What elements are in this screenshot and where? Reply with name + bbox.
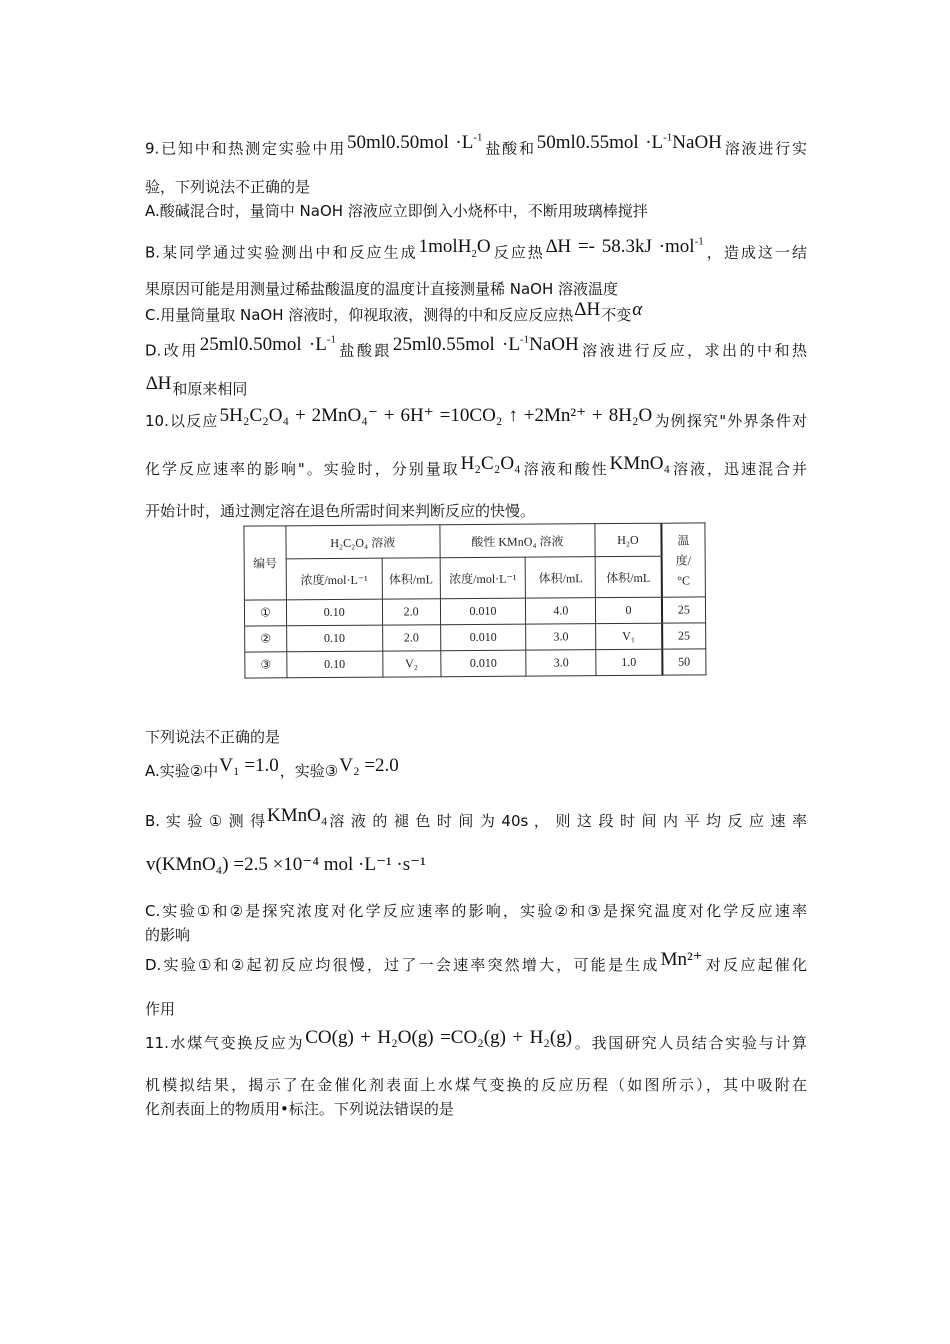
q10-line2-kmno4: KMnO₄ (609, 453, 671, 474)
q9-option-c-text: C.用量筒量取 NaOH 溶液时，仰视取液，测得的中和反应反应热 (145, 306, 574, 324)
cell-water: 1.0 (596, 649, 662, 675)
q9-option-d-math1-text: 25ml0.50mol ·L (199, 334, 327, 356)
cell-water: 0 (596, 597, 662, 623)
q10-text: 为例探究"外界条件对 (653, 412, 808, 430)
q9-math-hcl-sup: -1 (473, 132, 483, 144)
q10-text: 10.以反应 (145, 412, 219, 430)
q9-option-d-math1 (199, 334, 337, 355)
q9-text: 盐酸和 (483, 139, 536, 158)
cell-v1: V₂ (382, 651, 440, 677)
q10-option-b-kmno4: KMnO₄ (267, 805, 328, 826)
q10-option-a-v2: V₂ =2.0 (339, 755, 399, 776)
q9-option-d (145, 334, 807, 361)
cell-c2: 0.010 (440, 650, 526, 677)
q9-line1 (145, 132, 807, 159)
cell-c2: 0.010 (440, 598, 526, 625)
q10-option-a (145, 755, 807, 782)
table-header-row (244, 523, 705, 559)
q10-option-d (145, 949, 807, 976)
q10-option-b (145, 805, 807, 832)
cell-water: V₁ (596, 623, 662, 649)
cell-c1: 0.10 (287, 651, 383, 678)
q9-math-naoh-text: 50ml0.55mol ·L (536, 132, 664, 154)
q11-line2: 机模拟结果，揭示了在金催化剂表面上水煤气变换的反应历程（如图所示），其中吸附在 (145, 1076, 807, 1094)
header-temp-text: 温度/°C (675, 533, 692, 588)
header-water: H₂O (595, 523, 661, 556)
q11-line1 (145, 1027, 807, 1054)
q10-option-d-mn: Mn²⁺ (660, 949, 703, 970)
q9-math-hcl (346, 132, 484, 153)
cell-v1: 2.0 (382, 625, 440, 651)
cell-temp: 25 (662, 597, 706, 623)
q10-option-c-line2: 的影响 (145, 926, 191, 944)
cell-v2: 4.0 (526, 598, 596, 624)
subheader-vol2: 体积/mL (526, 557, 596, 598)
q9-math-naoh (536, 132, 723, 153)
q9-option-d-text: 溶液进行反应，求出的中和热 (579, 341, 807, 360)
q10-line1 (145, 405, 808, 432)
q9-option-a: A.酸碱混合时，量筒中 NaOH 溶液应立即倒入小烧杯中，不断用玻璃棒搅拌 (145, 202, 648, 220)
q10-option-d-text: 对反应起催化 (703, 956, 807, 974)
q9-option-b-line2: 果原因可能是用测量过稀盐酸温度的温度计直接测量稀 NaOH 溶液温度 (145, 280, 619, 298)
q11-text: 11.水煤气变换反应为 (145, 1034, 305, 1052)
q11-text: 。我国研究人员结合实验与计算 (573, 1034, 807, 1052)
cell-c1: 0.10 (286, 625, 382, 652)
q10-equation: 5H₂C₂O₄ + 2MnO₄⁻ + 6H⁺ =10CO₂ ↑ +2Mn²⁺ + 8H₂O (219, 405, 653, 426)
q9-option-b-math1-text: 1molH (418, 236, 472, 258)
q9-option-d-text: 盐酸跟 (336, 341, 392, 360)
q10-line3: 开始计时，通过测定溶在退色所需时间来判断反应的快慢。 (145, 502, 536, 520)
header-kmno4: 酸性 KMnO₄ 溶液 (439, 524, 595, 558)
q10-option-b-rate: v(KMnO₄) =2.5 ×10⁻⁴ mol ·L⁻¹ ·s⁻¹ (146, 854, 426, 875)
cell-id: ② (245, 626, 287, 652)
q11-equation: CO(g) + H₂O(g) =CO₂(g) + H₂(g) (305, 1027, 573, 1048)
q9-option-c-math: ΔH (574, 299, 601, 320)
subheader-vol3: 体积/mL (595, 556, 661, 597)
q9-text: 9.已知中和热测定实验中用 (145, 139, 346, 158)
q10-option-d-text: D.实验①和②起初反应均很慢，过了一会速率突然增大，可能是生成 (145, 956, 660, 974)
q9-option-b-math1-sub: 2 (471, 248, 477, 261)
q9-option-b-math1-tail: O (476, 236, 491, 258)
q10-stem: 下列说法不正确的是 (145, 728, 281, 746)
q9-option-d-line2 (145, 373, 807, 400)
q10-option-b-line2 (145, 854, 807, 876)
subheader-conc2: 浓度/mol·L⁻¹ (440, 557, 526, 599)
subheader-vol1: 体积/mL (382, 558, 440, 599)
cell-id: ① (244, 600, 286, 626)
q10-line2 (145, 453, 807, 480)
q10-line2-text: 溶液，迅速混合并 (671, 460, 807, 478)
q9-option-b-math2-text: ∆H =- 58.3kJ ·mol (545, 236, 695, 258)
q9-line2: 验，下列说法不正确的是 (145, 178, 311, 196)
cell-v2: 3.0 (526, 650, 596, 676)
q9-option-d-delta-h: ∆H (146, 373, 172, 394)
q10-option-b-text: B. 实 验 ① 测 得 (145, 812, 267, 830)
cell-temp: 25 (662, 623, 706, 649)
q9-math-naoh-sup: -1 (663, 132, 673, 144)
q9-option-d-text: D.改用 (145, 341, 199, 360)
q9-option-b-math1 (418, 236, 492, 261)
cell-v1: 2.0 (382, 599, 440, 625)
table-subheader-row (244, 556, 705, 600)
q9-option-b-math2 (545, 236, 705, 257)
q9-option-d-math1-sup: -1 (326, 334, 336, 346)
experiment-table-wrapper (243, 522, 706, 695)
q9-option-d-math2-tail: NaOH (529, 334, 579, 356)
q10-line2-text: 化学反应速率的影响"。实验时，分别量取 (145, 460, 460, 478)
q10-option-c: C.实验①和②是探究浓度对化学反应速率的影响，实验②和③是探究温度对化学反应速率 (145, 902, 807, 920)
q11-line3: 化剂表面上的物质用•标注。下列说法错误的是 (145, 1100, 454, 1118)
q9-option-d-math2-sup: -1 (519, 334, 530, 346)
table-row (244, 597, 705, 626)
q9-option-b-text: 反应热 (491, 243, 545, 262)
q9-option-c-alpha: α (632, 299, 643, 320)
q9-math-hcl-text: 50ml0.50mol ·L (347, 132, 474, 154)
q10-option-b-text: 溶 液 的 褪 色 时 间 为 40s ， 则 这 段 时 间 内 平 均 反 应 速 率 (328, 812, 807, 830)
q9-option-c-text: 不变 (601, 306, 632, 324)
q9-option-b-text: B.某同学通过实验测出中和反应生成 (145, 243, 418, 262)
cell-id: ③ (245, 652, 287, 678)
cell-c1: 0.10 (286, 599, 382, 626)
q9-option-b (145, 236, 807, 270)
subheader-conc1: 浓度/mol·L⁻¹ (286, 558, 382, 600)
q9-math-naoh-tail: NaOH (672, 132, 722, 154)
header-temp (661, 523, 705, 597)
table-row (245, 623, 706, 652)
cell-temp: 50 (662, 649, 706, 675)
q9-option-d-math2-text: 25ml0.55mol ·L (392, 334, 520, 356)
q10-line2-text: 溶液和酸性 (521, 460, 609, 478)
table-row (245, 649, 706, 678)
experiment-table (243, 522, 706, 678)
header-id: 编号 (244, 526, 286, 600)
q9-option-d-math2 (392, 334, 580, 355)
header-oxalic: H₂C₂O₄ 溶液 (286, 525, 440, 559)
q9-option-c (145, 299, 807, 326)
q10-option-a-v1: V₁ =1.0 (219, 755, 279, 776)
q9-text: 溶液进行实 (722, 139, 807, 158)
q10-option-a-text: ，实验③ (279, 762, 339, 780)
cell-v2: 3.0 (526, 624, 596, 650)
cell-c2: 0.010 (440, 624, 526, 651)
q9-option-b-text: ，造成这一结 (704, 243, 807, 262)
q10-option-d-line2: 作用 (145, 1000, 176, 1018)
q10-line2-oxalic: H₂C₂O₄ (460, 453, 521, 474)
q10-option-a-text: A.实验②中 (145, 762, 219, 780)
q9-option-d-line2-text: 和原来相同 (172, 380, 248, 398)
q9-option-b-math2-sup: -1 (694, 236, 704, 248)
